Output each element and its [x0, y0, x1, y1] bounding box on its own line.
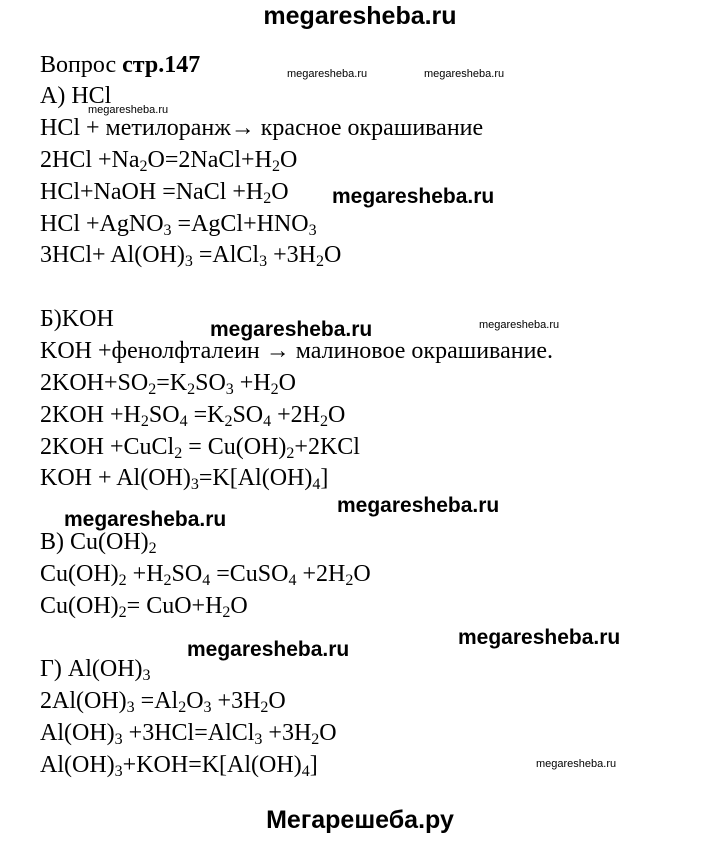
watermark: megaresheba.ru: [424, 68, 505, 80]
section-g-title: Г) $Al(OH)_3$: [40, 656, 151, 684]
section-a-line: HCl +AgNO$_3$ $=AgCl+HNO_3$: [40, 211, 317, 239]
section-b-title: Б)KOH: [40, 306, 114, 332]
section-a-line: $3HCl+ Al(OH)_3$ =AlCl$_3$ $+3H_2O$: [40, 242, 342, 270]
section-g-line: $Al(OH)_3$ +3HCl=AlCl$_3$ $+3H_2O$: [40, 720, 337, 748]
watermark: megaresheba.ru: [337, 494, 500, 517]
watermark: megaresheba.ru: [536, 758, 617, 770]
section-v-title: В) $Cu(OH)_2$: [40, 529, 157, 557]
section-g-line: $Al(OH)_3+KOH=K[Al(OH)_4]$: [40, 752, 318, 780]
question-heading: [40, 50, 200, 80]
section-a-line: HCl + метилоранж→ красное окрашивание: [40, 115, 484, 141]
watermark: megaresheba.ru: [479, 319, 560, 331]
watermark: megaresheba.ru: [64, 508, 227, 531]
question-page: стр.147: [122, 52, 201, 78]
section-v-line: $Cu(OH)_2= CuO+H_2O$: [40, 593, 248, 621]
site-header: megaresheba.ru: [263, 2, 457, 30]
section-b-line: 2KOH +CuCl$_2$ = $Cu(OH)_2+2KCl$: [40, 434, 360, 462]
watermark: megaresheba.ru: [210, 318, 373, 341]
section-a-title: А) HCl: [40, 83, 112, 109]
watermark: megaresheba.ru: [88, 104, 169, 116]
section-b-line: $2KOH +H_2SO_4 =K_2SO_4 +2H_2O$: [40, 402, 346, 430]
section-b-line: $2KOH+SO_2=K_2SO_3 +H_2O$: [40, 370, 296, 398]
watermark: megaresheba.ru: [332, 185, 495, 208]
question-label: Вопрос: [40, 52, 117, 78]
section-v-line: $Cu(OH)_2 +H_2SO_4$ =CuSO$_4$ $+2H_2O$: [40, 561, 371, 589]
site-footer: Мегарешеба.ру: [266, 806, 454, 834]
section-b-line: KOH + $Al(OH)_3=K[Al(OH)_4]$: [40, 465, 329, 493]
section-a-line: HCl+NaOH =NaCl $+H_2O$: [40, 179, 289, 207]
section-g-line: $2Al(OH)_3 =Al_2O_3 +3H_2O$: [40, 688, 286, 716]
watermark: megaresheba.ru: [458, 626, 621, 649]
watermark: megaresheba.ru: [187, 638, 350, 661]
watermark: megaresheba.ru: [287, 68, 368, 80]
section-a-line: $2HCl +Na_2O=2NaCl+H_2O$: [40, 147, 298, 175]
section-b-line: KOH +фенолфталеин → малиновое окрашивание.: [40, 338, 554, 364]
